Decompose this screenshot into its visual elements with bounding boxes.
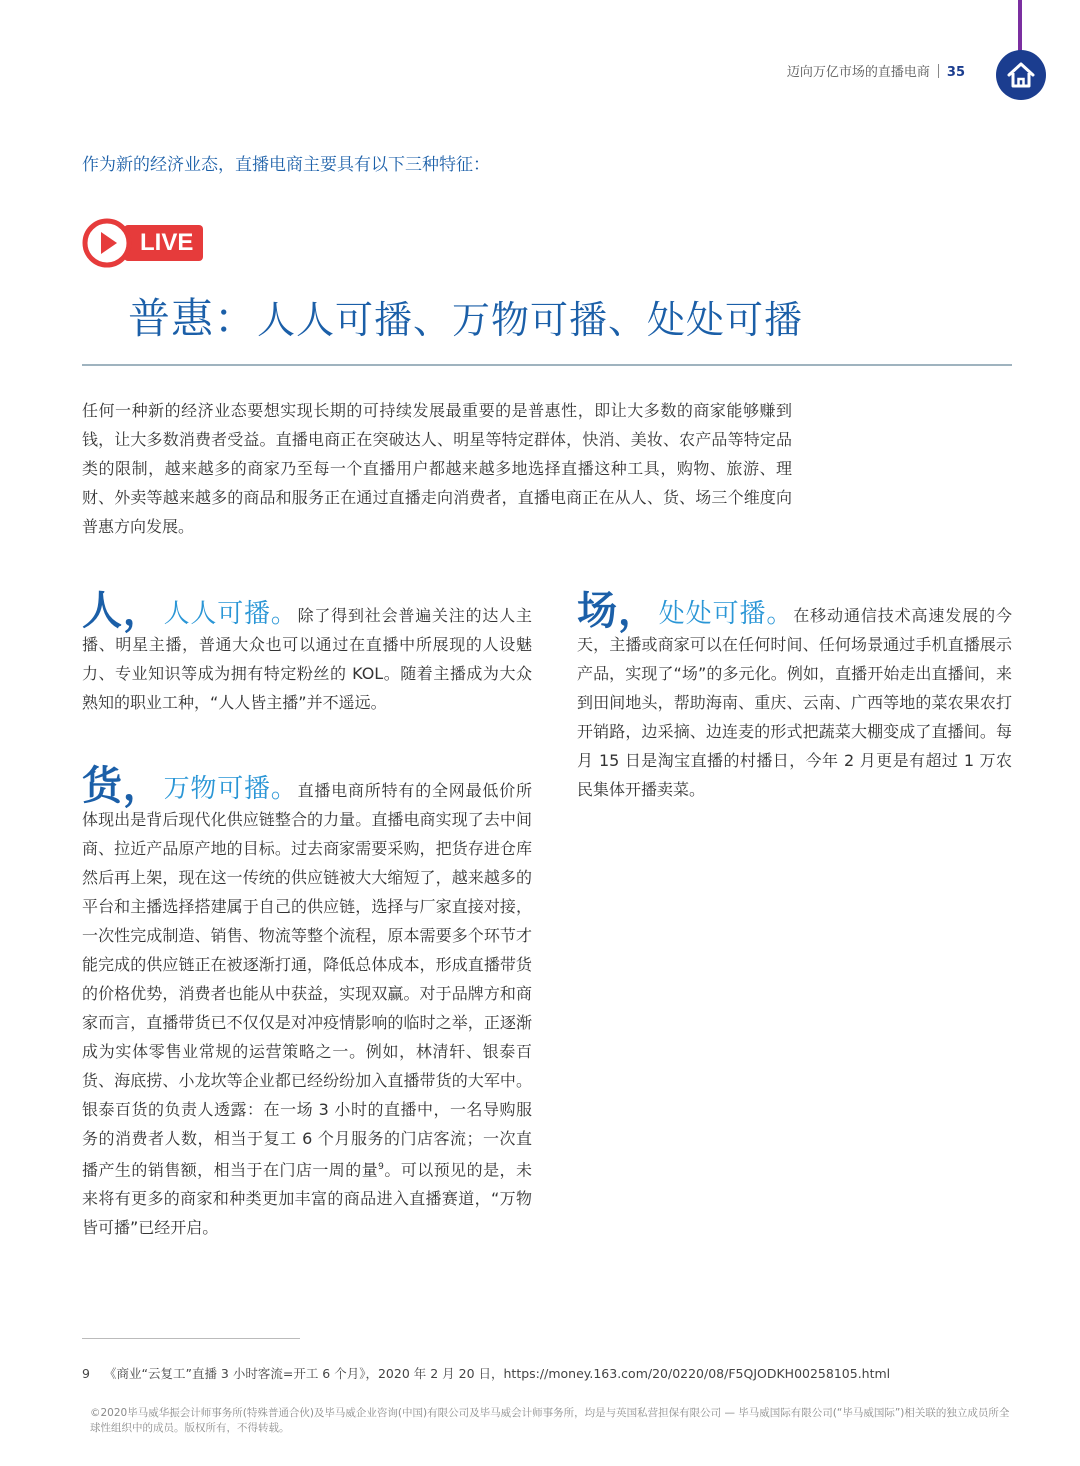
footnote-divider xyxy=(82,1338,300,1339)
home-button[interactable] xyxy=(996,50,1046,100)
header-title: 迈向万亿市场的直播电商 xyxy=(786,65,930,80)
top-accent-line xyxy=(1018,0,1022,52)
feature-people-subheading: 人人可播。 xyxy=(163,599,298,629)
page-number: 35 xyxy=(946,65,965,80)
footnote-ref[interactable]: 9 xyxy=(378,1162,384,1172)
feature-place-subheading: 处处可播。 xyxy=(658,599,794,629)
feature-goods xyxy=(82,763,532,1242)
home-icon xyxy=(1004,58,1038,92)
footnote-text: 《商业“云复工”直播 3 小时客流=开工 6 个月》，2020 年 2 月 20 日，https://money.163.com/20/0220/08/F5QJODKH00258105.html xyxy=(104,1366,891,1381)
feature-goods-heading: 货， xyxy=(82,763,164,809)
feature-people-text: 除了得到社会普遍关注的达人主播、明星主播，普通大众也可以通过在直播中所展现的人设魅力、专业知识等成为拥有特定粉丝的 KOL。随着主播成为大众熟知的职业工种，“人人皆主播”并不遥远。 xyxy=(82,606,532,712)
section-title xyxy=(128,286,803,346)
intro-sentence: 作为新的经济业态，直播电商主要具有以下三种特征： xyxy=(82,155,490,175)
feature-place-heading: 场， xyxy=(577,588,659,634)
section-divider xyxy=(82,364,1012,366)
feature-people-heading: 人， xyxy=(82,588,164,634)
feature-goods-subheading: 万物可播。 xyxy=(163,774,298,804)
feature-goods-text: 直播电商所特有的全网最低价所体现出是背后现代化供应链整合的力量。直播电商实现了去中间商、拉近产品原产地的目标。过去商家需要采购，把货存进仓库然后再上架，现在这一传统的供应链被大大缩短了，越来越多的平台和主播选择搭建属于自己的供应链，选择与厂家直接对接，一次性完成制造、销售、物流等整个流程，原本需要多个环节才能完成的供应链正在被逐渐打通，降低总体成本，形成直播带货的价格优势，消费者也能从中获益，实现双赢。对于品牌方和商家而言，直播带货已不仅仅是对冲疫情影响的临时之举，正逐渐成为实体零售业常规的运营策略之一。例如，林清轩、银泰百货、海底捞、小龙坎等企业都已经纷纷加入直播带货的大军中。银泰百货的负责人透露：在一场 3 小时的直播中，一名导购服务的消费者人数，相当于复工 6 个月服务的门店客流；一次直播产生的销售额，相当于在门店一周的量 xyxy=(82,781,532,1180)
page-header xyxy=(787,61,965,80)
feature-place-text: 在移动通信技术高速发展的今天，主播或商家可以在任何时间、任何场景通过手机直播展示产品，实现了“场”的多元化。例如，直播开始走出直播间，来到田间地头，帮助海南、重庆、云南、广西等地的菜农果农打开销路，边采摘、边连麦的形式把蔬菜大棚变成了直播间。每月 15 日是淘宝直播的村播日，今年 2 月更是有超过 1 万农民集体开播卖菜。 xyxy=(577,606,1012,799)
live-label: LIVE xyxy=(124,225,203,261)
footnote xyxy=(82,1364,890,1382)
section-title-text: 人人可播、万物可播、处处可播 xyxy=(257,298,804,342)
section-title-lead: 普惠： xyxy=(128,294,258,343)
feature-place xyxy=(577,588,1012,804)
live-badge xyxy=(82,218,203,268)
play-icon xyxy=(82,218,132,268)
feature-goods-text-after: 。可以预见的是，未来将有更多的商家和种类更加丰富的商品进入直播赛道，“万物皆可播”已经开启。 xyxy=(82,1160,532,1238)
header-separator xyxy=(938,64,939,78)
body-paragraph: 任何一种新的经济业态要想实现长期的可持续发展最重要的是普惠性，即让大多数的商家能够赚到钱，让大多数消费者受益。直播电商正在突破达人、明星等特定群体，快消、美妆、农产品等特定品类的限制，越来越多的商家乃至每一个直播用户都越来越多地选择直播这种工具，购物、旅游、理财、外卖等越来越多的商品和服务正在通过直播走向消费者，直播电商正在从人、货、场三个维度向普惠方向发展。 xyxy=(82,401,792,536)
footnote-number: 9 xyxy=(82,1366,90,1381)
copyright-notice: ©2020毕马威华振会计师事务所(特殊普通合伙)及毕马威企业咨询(中国)有限公司及毕马威会计师事务所，均是与英国私营担保有限公司 — 毕马威国际有限公司(“毕马威国际”)相关联的独立成员所全球性组织中的成员。版权所有，不得转载。 xyxy=(90,1407,1010,1434)
feature-people xyxy=(82,588,532,717)
